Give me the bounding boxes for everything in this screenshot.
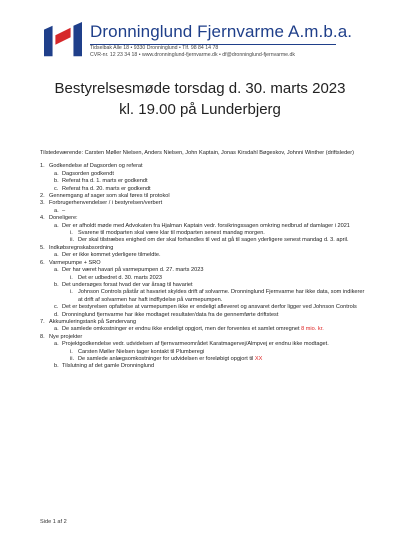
item-text: Gennemgang af sager som skal føres til protokol xyxy=(49,193,170,200)
item-text: Projektgodkendelse vedr. udvidelsen af fjernvarmeområdet Karatmagervej/Almpvej er endnu ikke modtaget. xyxy=(62,341,329,348)
item-text: Godkendelse af Dagsorden og referat xyxy=(49,163,143,170)
company-logo xyxy=(44,22,82,60)
item-text: De samlede omkostninger er endnu ikke endeligt opgjort, men der forventes et samlet omregnet xyxy=(62,326,302,333)
item-text: Der er afholdt møde med Advokaten fra Hjalman Kaptain vedr. forsikringssagen omkring nedbrud af damlager i 2021 xyxy=(62,222,350,229)
agenda-item xyxy=(40,186,365,193)
agenda-item xyxy=(40,200,365,207)
agenda-item xyxy=(40,312,365,319)
item-text: Tilslutning af det gamle Dronninglund xyxy=(62,363,155,370)
item-text: Nye projekter xyxy=(49,333,83,340)
item-marker: a. xyxy=(54,267,59,274)
item-text: Referat fra d. 20. marts er godkendt xyxy=(62,185,151,192)
item-marker: a. xyxy=(54,341,59,348)
item-text: Dronninglund fjernvarme har ikke modtaget resultater/data fra de gennemførte driftstest xyxy=(62,311,279,318)
item-text: Referat fra d. 1. marts er godkendt xyxy=(62,178,148,185)
agenda-item xyxy=(40,267,365,274)
item-text: Svarene til modparten skal være klar til modparten senest mandag morgen. xyxy=(78,230,265,237)
agenda-item xyxy=(40,245,365,252)
item-marker: a. xyxy=(54,207,59,214)
item-marker: ii. xyxy=(70,237,75,244)
item-marker: ii. xyxy=(70,355,75,362)
agenda-item xyxy=(40,356,365,363)
item-marker: b. xyxy=(54,363,59,370)
item-marker: a. xyxy=(54,170,59,177)
item-marker: 3. xyxy=(40,200,45,207)
agenda-item xyxy=(40,275,365,282)
item-marker: 1. xyxy=(40,163,45,170)
item-marker: i. xyxy=(70,289,73,296)
item-text: Forbrugerhenvendelser / i bestyrelsen/verbert xyxy=(49,200,163,207)
agenda-item xyxy=(40,260,365,267)
item-marker: b. xyxy=(54,178,59,185)
item-text: Indkøbsregnskabsordning xyxy=(49,244,114,251)
item-text: Der har været havari på varmepumpen d. 27. marts 2023 xyxy=(62,267,204,274)
contact-address: Tidselbak Alle 18 • 9330 Dronninglund • Tlf. 98 84 14 78 xyxy=(90,45,219,51)
meeting-title: Bestyrelsesmøde torsdag d. 30. marts 2023 xyxy=(54,80,346,97)
item-text: Det undersøges forsat hvad der var årsag til havariet xyxy=(62,281,193,288)
item-text: Johnson Controls påstår at havariet skyldes drift af solvarme. Dronninglund Fjernvarme har ikke data, som indikerer at drift af solvarmen har haft indflydelse på varmepumpen. xyxy=(78,289,365,303)
highlighted-amount: XX xyxy=(254,355,263,362)
item-text: De samlede anlægsomkostninger for udvidelsen er foreløbigt opgjort til xyxy=(78,355,255,362)
minutes-body xyxy=(40,150,365,371)
item-marker: d. xyxy=(54,311,59,318)
contact-cvr: CVR-nr. 12 23 34 18 • www.dronninglund-fjernvarme.dk • df@dronninglund-fjernvarme.dk xyxy=(90,52,295,58)
item-text: Carsten Møller Nielsen tager kontakt til Plumberegi xyxy=(78,348,205,355)
item-marker: c. xyxy=(54,304,59,311)
item-text: Der skal tilstræbes enighed om der skal forhandles til ved at gå til sagen yderligere senest mandag d. 3. april. xyxy=(78,237,349,244)
agenda-list xyxy=(40,163,365,370)
item-marker: b. xyxy=(54,281,59,288)
item-text: Der er ikke kommet yderligere tilmeldte. xyxy=(62,252,161,259)
agenda-item xyxy=(40,304,365,311)
item-marker: 6. xyxy=(40,259,45,266)
page-number: Side 1 af 2 xyxy=(40,519,67,525)
item-text: Det er bestyrelsen opfattelse at varmepumpen ikke er endeligt afleveret og ansvaret derfor ligger ved Johnson Controls xyxy=(62,304,357,311)
agenda-item xyxy=(40,223,365,230)
item-text: Varmepumpe + SRO xyxy=(49,259,101,266)
item-text: Doneligere: xyxy=(49,215,78,222)
highlighted-amount: 8 mio. kr. xyxy=(301,326,324,333)
agenda-item xyxy=(40,163,365,170)
item-text: Dagsorden godkendt xyxy=(62,170,114,177)
item-marker: 8. xyxy=(40,333,45,340)
agenda-item xyxy=(40,363,365,370)
item-marker: a. xyxy=(54,326,59,333)
agenda-item xyxy=(40,208,365,215)
agenda-item xyxy=(40,237,365,244)
item-marker: 7. xyxy=(40,318,45,325)
organization-name: Dronninglund Fjernvarme A.m.b.a. xyxy=(90,22,353,41)
item-marker: a. xyxy=(54,222,59,229)
agenda-item xyxy=(40,193,365,200)
item-marker: i. xyxy=(70,274,73,281)
agenda-item xyxy=(40,319,365,326)
agenda-item xyxy=(40,326,365,333)
item-marker: i. xyxy=(70,230,73,237)
item-text: Det er udbedret d. 30. marts 2023 xyxy=(78,274,162,281)
agenda-item xyxy=(40,178,365,185)
item-marker: a. xyxy=(54,252,59,259)
item-marker: c. xyxy=(54,185,59,192)
attendees-line: Tilstedeværende: Carsten Møller Nielsen, Anders Nielsen, John Kaptain, Jonas Kirsdahl Bøgeskov, Johnni Winther (driftsleder) xyxy=(40,150,355,156)
agenda-item xyxy=(40,171,365,178)
agenda-item xyxy=(40,215,365,222)
item-marker: 4. xyxy=(40,215,45,222)
meeting-subtitle: kl. 19.00 på Lunderbjerg xyxy=(119,101,281,118)
item-marker: 2. xyxy=(40,193,45,200)
agenda-item xyxy=(40,341,365,348)
agenda-item xyxy=(40,289,365,304)
item-marker: 5. xyxy=(40,244,45,251)
item-text: – xyxy=(62,207,66,214)
agenda-item xyxy=(40,349,365,356)
item-text: Akkumuleringstank på Søndervang xyxy=(49,318,137,325)
item-marker: i. xyxy=(70,348,73,355)
agenda-item xyxy=(40,252,365,259)
